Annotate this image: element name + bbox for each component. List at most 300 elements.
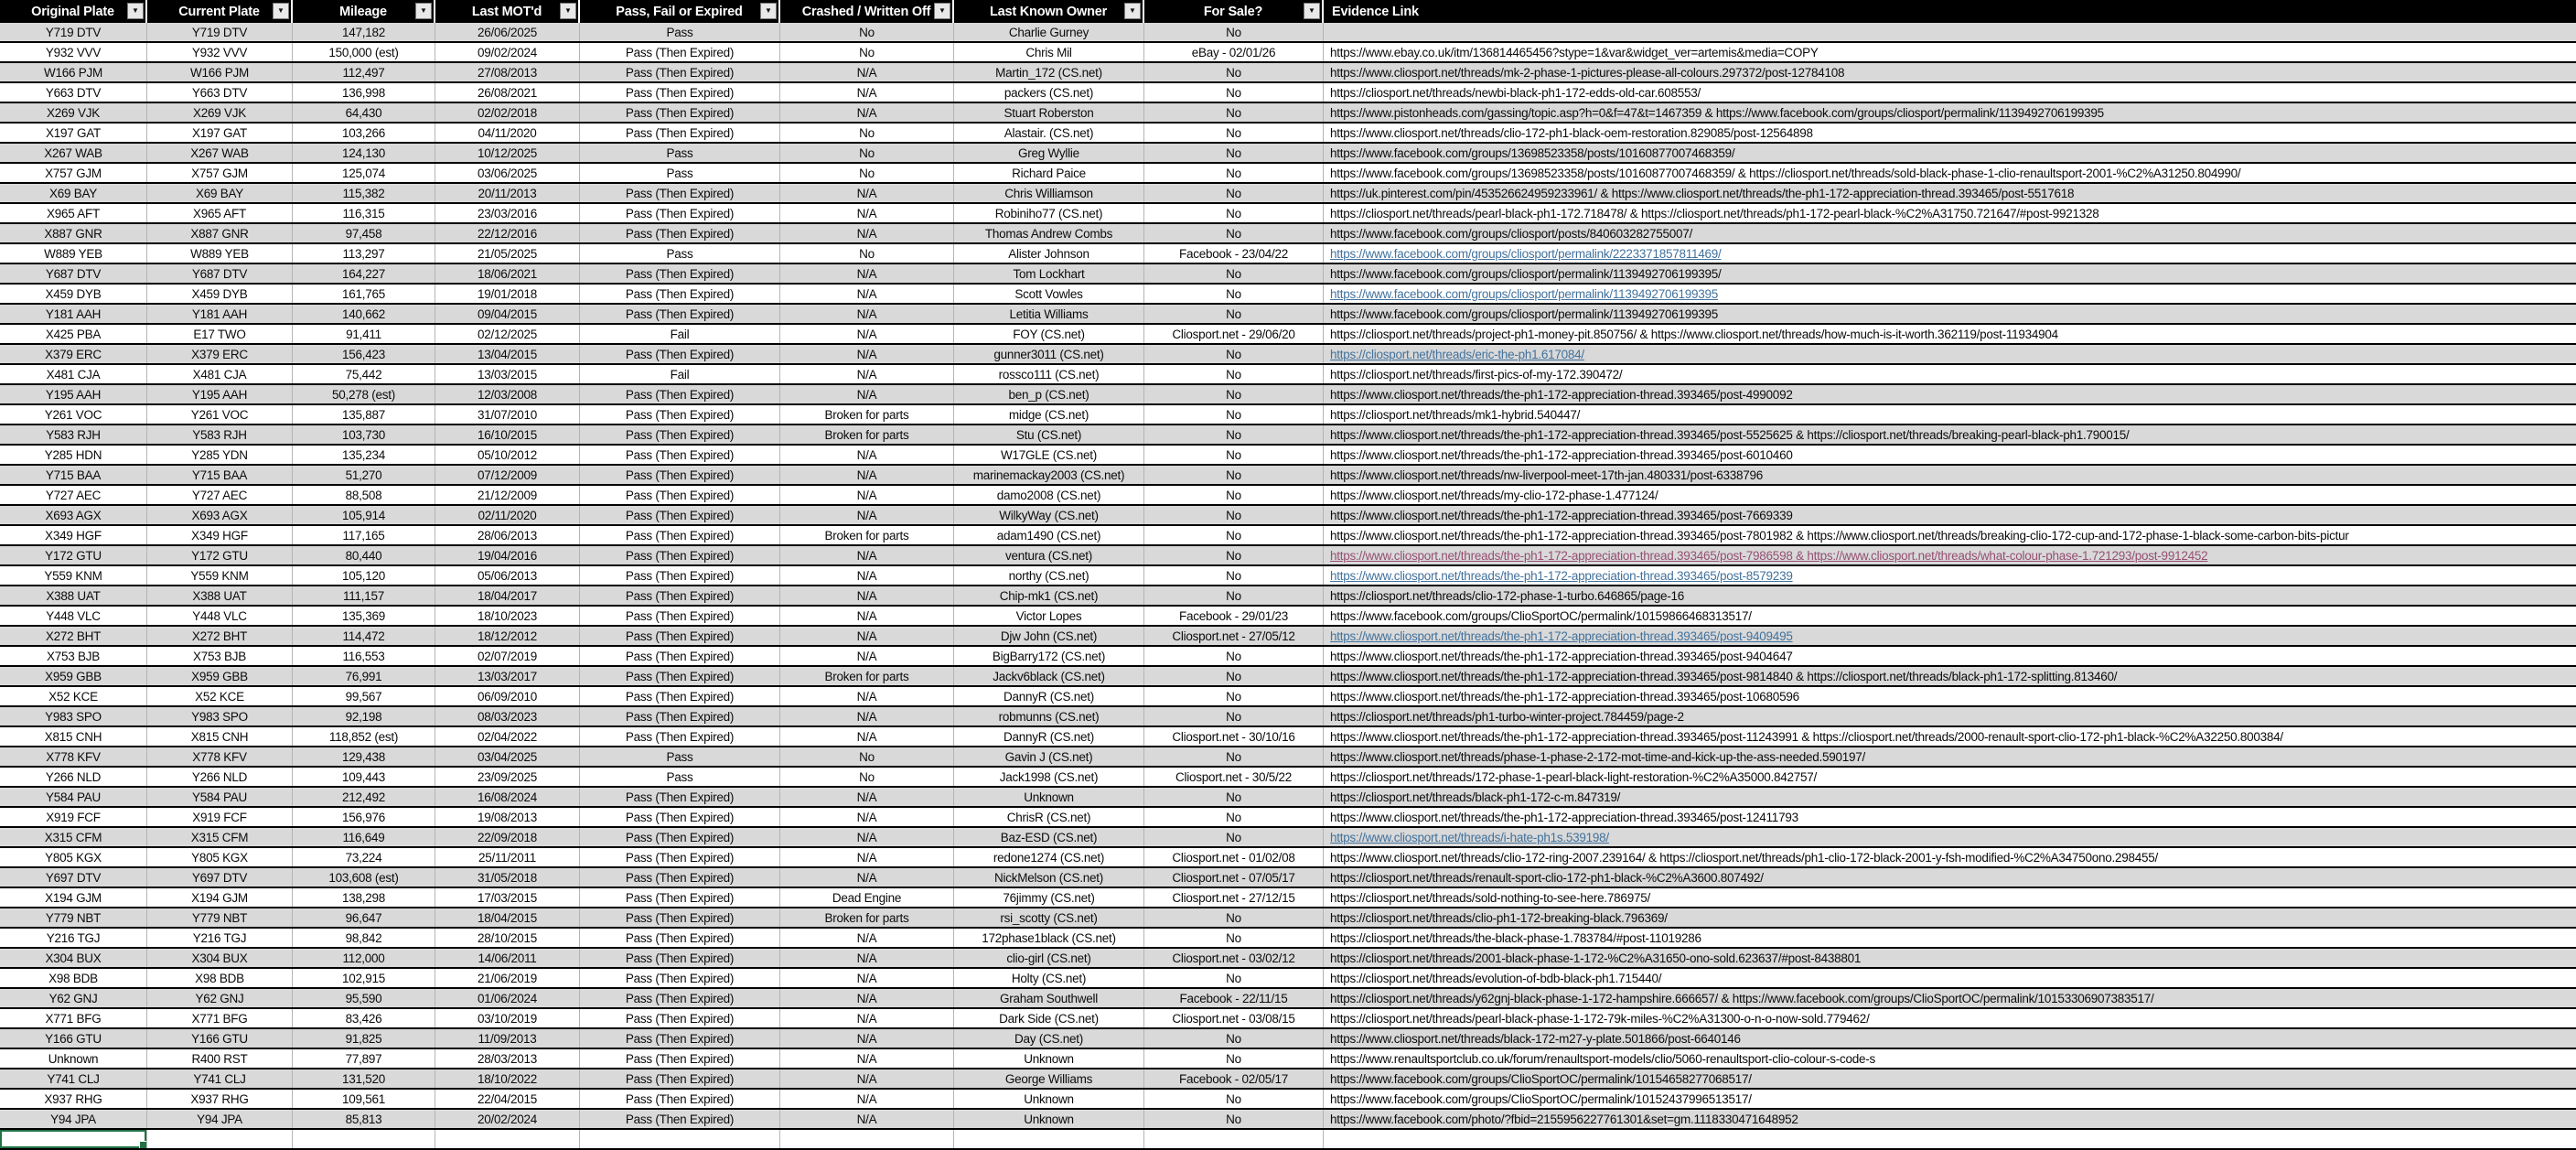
cell-current[interactable] (147, 586, 293, 605)
evidence-hyperlink[interactable]: https://www.cliosport.net/threads/the-ph1-172-appreciation-thread.393465/post-9409495 (1330, 629, 1793, 643)
cell-status[interactable] (580, 204, 780, 222)
cell-evidence[interactable] (1324, 486, 2576, 504)
cell-mileage[interactable] (293, 788, 435, 806)
cell-current[interactable] (147, 63, 293, 81)
cell-for_sale[interactable] (1144, 405, 1324, 424)
cell-mot[interactable] (435, 425, 580, 444)
cell-evidence[interactable] (1324, 1069, 2576, 1088)
cell-for_sale[interactable] (1144, 244, 1324, 263)
cell-for_sale[interactable] (1144, 365, 1324, 383)
cell-current[interactable] (147, 264, 293, 283)
cell-current[interactable] (147, 687, 293, 705)
cell-mileage[interactable] (293, 607, 435, 625)
cell-owner[interactable] (954, 627, 1144, 645)
cell-evidence[interactable] (1324, 43, 2576, 61)
cell-mot[interactable] (435, 486, 580, 504)
cell-crashed[interactable] (780, 1009, 954, 1027)
cell-original[interactable] (0, 43, 147, 61)
cell-mileage[interactable] (293, 285, 435, 303)
cell-mot[interactable] (435, 1029, 580, 1048)
cell-crashed[interactable] (780, 385, 954, 403)
cell-evidence[interactable] (1324, 1029, 2576, 1048)
cell-owner[interactable] (954, 385, 1144, 403)
cell-evidence[interactable] (1324, 727, 2576, 746)
cell-status[interactable] (580, 888, 780, 907)
cell-evidence[interactable] (1324, 365, 2576, 383)
cell-mileage[interactable] (293, 103, 435, 122)
cell-mileage[interactable] (293, 1029, 435, 1048)
cell-mot[interactable] (435, 23, 580, 41)
cell-mot[interactable] (435, 969, 580, 987)
cell-mot[interactable] (435, 808, 580, 826)
cell-crashed[interactable] (780, 405, 954, 424)
cell-current[interactable] (147, 1029, 293, 1048)
cell-mileage[interactable] (293, 405, 435, 424)
cell-crashed[interactable] (780, 345, 954, 363)
cell-owner[interactable] (954, 848, 1144, 866)
cell-original[interactable] (0, 385, 147, 403)
cell-mileage[interactable] (293, 908, 435, 927)
cell-original[interactable] (0, 566, 147, 585)
cell-status[interactable] (580, 63, 780, 81)
cell-evidence[interactable] (1324, 285, 2576, 303)
cell-original[interactable] (0, 586, 147, 605)
cell-mot[interactable] (435, 768, 580, 786)
cell-current[interactable] (147, 747, 293, 766)
cell-owner[interactable] (954, 466, 1144, 484)
cell-mileage[interactable] (293, 1009, 435, 1027)
cell-crashed[interactable] (780, 1130, 954, 1148)
cell-evidence[interactable] (1324, 768, 2576, 786)
cell-owner[interactable] (954, 808, 1144, 826)
cell-original[interactable] (0, 305, 147, 323)
cell-evidence[interactable] (1324, 566, 2576, 585)
cell-current[interactable] (147, 285, 293, 303)
cell-owner[interactable] (954, 929, 1144, 947)
cell-owner[interactable] (954, 989, 1144, 1007)
cell-current[interactable] (147, 446, 293, 464)
cell-status[interactable] (580, 325, 780, 343)
cell-crashed[interactable] (780, 566, 954, 585)
cell-status[interactable] (580, 506, 780, 524)
cell-evidence[interactable] (1324, 949, 2576, 967)
cell-status[interactable] (580, 1049, 780, 1068)
cell-owner[interactable] (954, 747, 1144, 766)
cell-status[interactable] (580, 747, 780, 766)
cell-mileage[interactable] (293, 848, 435, 866)
filter-button-crashed[interactable] (934, 3, 950, 19)
cell-current[interactable] (147, 848, 293, 866)
cell-mileage[interactable] (293, 466, 435, 484)
cell-owner[interactable] (954, 888, 1144, 907)
cell-for_sale[interactable] (1144, 707, 1324, 725)
cell-for_sale[interactable] (1144, 345, 1324, 363)
cell-mot[interactable] (435, 707, 580, 725)
cell-mot[interactable] (435, 727, 580, 746)
cell-status[interactable] (580, 1029, 780, 1048)
cell-crashed[interactable] (780, 325, 954, 343)
cell-current[interactable] (147, 667, 293, 685)
cell-status[interactable] (580, 124, 780, 142)
cell-for_sale[interactable] (1144, 868, 1324, 887)
cell-original[interactable] (0, 627, 147, 645)
cell-mot[interactable] (435, 345, 580, 363)
cell-current[interactable] (147, 808, 293, 826)
cell-original[interactable] (0, 828, 147, 846)
evidence-hyperlink[interactable]: https://cliosport.net/threads/eric-the-ph1.617084/ (1330, 347, 1584, 361)
cell-mileage[interactable] (293, 365, 435, 383)
cell-evidence[interactable] (1324, 546, 2576, 564)
cell-current[interactable] (147, 1130, 293, 1148)
cell-original[interactable] (0, 244, 147, 263)
cell-mot[interactable] (435, 325, 580, 343)
cell-current[interactable] (147, 969, 293, 987)
cell-status[interactable] (580, 929, 780, 947)
cell-current[interactable] (147, 385, 293, 403)
cell-status[interactable] (580, 405, 780, 424)
cell-crashed[interactable] (780, 144, 954, 162)
cell-evidence[interactable] (1324, 124, 2576, 142)
cell-status[interactable] (580, 727, 780, 746)
cell-for_sale[interactable] (1144, 687, 1324, 705)
cell-for_sale[interactable] (1144, 828, 1324, 846)
cell-current[interactable] (147, 1009, 293, 1027)
cell-mileage[interactable] (293, 446, 435, 464)
cell-crashed[interactable] (780, 707, 954, 725)
cell-evidence[interactable] (1324, 345, 2576, 363)
cell-mileage[interactable] (293, 949, 435, 967)
cell-current[interactable] (147, 949, 293, 967)
cell-evidence[interactable] (1324, 1130, 2576, 1148)
cell-mileage[interactable] (293, 526, 435, 544)
cell-current[interactable] (147, 526, 293, 544)
cell-for_sale[interactable] (1144, 466, 1324, 484)
cell-mot[interactable] (435, 224, 580, 242)
cell-original[interactable] (0, 808, 147, 826)
cell-owner[interactable] (954, 345, 1144, 363)
cell-mot[interactable] (435, 285, 580, 303)
cell-evidence[interactable] (1324, 989, 2576, 1007)
cell-crashed[interactable] (780, 425, 954, 444)
cell-for_sale[interactable] (1144, 607, 1324, 625)
cell-original[interactable] (0, 868, 147, 887)
cell-crashed[interactable] (780, 929, 954, 947)
cell-current[interactable] (147, 607, 293, 625)
cell-evidence[interactable] (1324, 607, 2576, 625)
cell-mot[interactable] (435, 184, 580, 202)
cell-owner[interactable] (954, 43, 1144, 61)
cell-current[interactable] (147, 989, 293, 1007)
cell-owner[interactable] (954, 1029, 1144, 1048)
cell-status[interactable] (580, 949, 780, 967)
cell-crashed[interactable] (780, 546, 954, 564)
cell-mileage[interactable] (293, 627, 435, 645)
cell-crashed[interactable] (780, 828, 954, 846)
cell-owner[interactable] (954, 83, 1144, 102)
cell-mileage[interactable] (293, 1069, 435, 1088)
cell-evidence[interactable] (1324, 446, 2576, 464)
cell-crashed[interactable] (780, 627, 954, 645)
cell-crashed[interactable] (780, 103, 954, 122)
cell-for_sale[interactable] (1144, 43, 1324, 61)
cell-evidence[interactable] (1324, 929, 2576, 947)
cell-mileage[interactable] (293, 63, 435, 81)
cell-for_sale[interactable] (1144, 264, 1324, 283)
cell-owner[interactable] (954, 1090, 1144, 1108)
cell-current[interactable] (147, 929, 293, 947)
filter-button-mot[interactable] (560, 3, 576, 19)
cell-status[interactable] (580, 244, 780, 263)
cell-mot[interactable] (435, 365, 580, 383)
cell-mot[interactable] (435, 1049, 580, 1068)
cell-for_sale[interactable] (1144, 425, 1324, 444)
cell-owner[interactable] (954, 868, 1144, 887)
cell-mileage[interactable] (293, 124, 435, 142)
cell-original[interactable] (0, 224, 147, 242)
cell-for_sale[interactable] (1144, 586, 1324, 605)
cell-status[interactable] (580, 1069, 780, 1088)
cell-original[interactable] (0, 607, 147, 625)
cell-evidence[interactable] (1324, 385, 2576, 403)
cell-mot[interactable] (435, 264, 580, 283)
cell-status[interactable] (580, 144, 780, 162)
cell-status[interactable] (580, 83, 780, 102)
cell-crashed[interactable] (780, 949, 954, 967)
cell-for_sale[interactable] (1144, 164, 1324, 182)
cell-current[interactable] (147, 727, 293, 746)
cell-crashed[interactable] (780, 969, 954, 987)
cell-status[interactable] (580, 627, 780, 645)
cell-evidence[interactable] (1324, 828, 2576, 846)
cell-for_sale[interactable] (1144, 506, 1324, 524)
cell-owner[interactable] (954, 908, 1144, 927)
cell-mot[interactable] (435, 667, 580, 685)
cell-owner[interactable] (954, 204, 1144, 222)
cell-status[interactable] (580, 103, 780, 122)
cell-owner[interactable] (954, 546, 1144, 564)
cell-owner[interactable] (954, 184, 1144, 202)
cell-evidence[interactable] (1324, 184, 2576, 202)
cell-crashed[interactable] (780, 989, 954, 1007)
cell-original[interactable] (0, 184, 147, 202)
cell-evidence[interactable] (1324, 526, 2576, 544)
cell-mileage[interactable] (293, 727, 435, 746)
cell-for_sale[interactable] (1144, 546, 1324, 564)
cell-mot[interactable] (435, 888, 580, 907)
cell-mot[interactable] (435, 949, 580, 967)
cell-original[interactable] (0, 144, 147, 162)
cell-crashed[interactable] (780, 868, 954, 887)
cell-original[interactable] (0, 929, 147, 947)
cell-owner[interactable] (954, 506, 1144, 524)
cell-owner[interactable] (954, 244, 1144, 263)
cell-original[interactable] (0, 285, 147, 303)
cell-mot[interactable] (435, 83, 580, 102)
cell-mileage[interactable] (293, 1130, 435, 1148)
cell-mot[interactable] (435, 1009, 580, 1027)
cell-crashed[interactable] (780, 687, 954, 705)
cell-mileage[interactable] (293, 164, 435, 182)
cell-status[interactable] (580, 446, 780, 464)
cell-current[interactable] (147, 43, 293, 61)
cell-current[interactable] (147, 224, 293, 242)
cell-status[interactable] (580, 224, 780, 242)
cell-original[interactable] (0, 486, 147, 504)
filter-button-mileage[interactable] (415, 3, 432, 19)
cell-owner[interactable] (954, 526, 1144, 544)
cell-owner[interactable] (954, 224, 1144, 242)
cell-owner[interactable] (954, 667, 1144, 685)
cell-mileage[interactable] (293, 224, 435, 242)
cell-for_sale[interactable] (1144, 667, 1324, 685)
cell-original[interactable] (0, 506, 147, 524)
cell-current[interactable] (147, 627, 293, 645)
cell-mileage[interactable] (293, 43, 435, 61)
cell-mot[interactable] (435, 385, 580, 403)
cell-current[interactable] (147, 405, 293, 424)
cell-for_sale[interactable] (1144, 103, 1324, 122)
cell-current[interactable] (147, 506, 293, 524)
cell-current[interactable] (147, 345, 293, 363)
cell-mileage[interactable] (293, 546, 435, 564)
cell-mot[interactable] (435, 466, 580, 484)
cell-mot[interactable] (435, 828, 580, 846)
cell-crashed[interactable] (780, 1029, 954, 1048)
cell-mileage[interactable] (293, 486, 435, 504)
cell-for_sale[interactable] (1144, 184, 1324, 202)
evidence-hyperlink[interactable]: https://www.cliosport.net/threads/i-hate-ph1s.539198/ (1330, 830, 1609, 844)
cell-evidence[interactable] (1324, 969, 2576, 987)
cell-mileage[interactable] (293, 586, 435, 605)
cell-mileage[interactable] (293, 1110, 435, 1128)
cell-mot[interactable] (435, 848, 580, 866)
cell-crashed[interactable] (780, 1049, 954, 1068)
cell-original[interactable] (0, 687, 147, 705)
cell-evidence[interactable] (1324, 264, 2576, 283)
cell-mot[interactable] (435, 1090, 580, 1108)
cell-evidence[interactable] (1324, 103, 2576, 122)
cell-crashed[interactable] (780, 586, 954, 605)
cell-for_sale[interactable] (1144, 23, 1324, 41)
cell-mot[interactable] (435, 788, 580, 806)
cell-evidence[interactable] (1324, 425, 2576, 444)
cell-crashed[interactable] (780, 305, 954, 323)
cell-mot[interactable] (435, 566, 580, 585)
cell-mileage[interactable] (293, 667, 435, 685)
cell-crashed[interactable] (780, 908, 954, 927)
cell-owner[interactable] (954, 687, 1144, 705)
cell-original[interactable] (0, 1009, 147, 1027)
cell-crashed[interactable] (780, 607, 954, 625)
cell-crashed[interactable] (780, 204, 954, 222)
cell-mileage[interactable] (293, 184, 435, 202)
cell-mileage[interactable] (293, 244, 435, 263)
cell-original[interactable] (0, 325, 147, 343)
cell-mileage[interactable] (293, 969, 435, 987)
cell-status[interactable] (580, 264, 780, 283)
cell-crashed[interactable] (780, 506, 954, 524)
cell-current[interactable] (147, 1110, 293, 1128)
cell-evidence[interactable] (1324, 788, 2576, 806)
cell-owner[interactable] (954, 727, 1144, 746)
cell-current[interactable] (147, 707, 293, 725)
cell-evidence[interactable] (1324, 1009, 2576, 1027)
cell-owner[interactable] (954, 607, 1144, 625)
cell-mot[interactable] (435, 526, 580, 544)
cell-current[interactable] (147, 244, 293, 263)
cell-crashed[interactable] (780, 808, 954, 826)
cell-owner[interactable] (954, 768, 1144, 786)
cell-current[interactable] (147, 1090, 293, 1108)
cell-for_sale[interactable] (1144, 1110, 1324, 1128)
cell-original[interactable] (0, 365, 147, 383)
cell-original[interactable] (0, 647, 147, 665)
cell-original[interactable] (0, 164, 147, 182)
cell-mot[interactable] (435, 1069, 580, 1088)
cell-owner[interactable] (954, 285, 1144, 303)
cell-current[interactable] (147, 144, 293, 162)
cell-status[interactable] (580, 486, 780, 504)
cell-for_sale[interactable] (1144, 63, 1324, 81)
cell-mileage[interactable] (293, 204, 435, 222)
cell-status[interactable] (580, 808, 780, 826)
cell-owner[interactable] (954, 969, 1144, 987)
cell-current[interactable] (147, 868, 293, 887)
cell-current[interactable] (147, 325, 293, 343)
cell-crashed[interactable] (780, 23, 954, 41)
cell-crashed[interactable] (780, 526, 954, 544)
cell-evidence[interactable] (1324, 204, 2576, 222)
cell-status[interactable] (580, 365, 780, 383)
cell-mot[interactable] (435, 647, 580, 665)
cell-current[interactable] (147, 908, 293, 927)
cell-owner[interactable] (954, 566, 1144, 585)
cell-mileage[interactable] (293, 808, 435, 826)
filter-button-owner[interactable] (1124, 3, 1141, 19)
cell-status[interactable] (580, 607, 780, 625)
cell-status[interactable] (580, 768, 780, 786)
cell-evidence[interactable] (1324, 144, 2576, 162)
cell-mot[interactable] (435, 868, 580, 887)
cell-original[interactable] (0, 425, 147, 444)
selected-cell[interactable] (0, 1130, 147, 1148)
cell-mot[interactable] (435, 546, 580, 564)
cell-owner[interactable] (954, 486, 1144, 504)
cell-owner[interactable] (954, 1009, 1144, 1027)
cell-owner[interactable] (954, 305, 1144, 323)
cell-crashed[interactable] (780, 365, 954, 383)
cell-original[interactable] (0, 888, 147, 907)
cell-mileage[interactable] (293, 23, 435, 41)
cell-original[interactable] (0, 466, 147, 484)
cell-status[interactable] (580, 184, 780, 202)
cell-for_sale[interactable] (1144, 446, 1324, 464)
cell-evidence[interactable] (1324, 325, 2576, 343)
cell-current[interactable] (147, 466, 293, 484)
cell-evidence[interactable] (1324, 667, 2576, 685)
cell-evidence[interactable] (1324, 586, 2576, 605)
cell-owner[interactable] (954, 586, 1144, 605)
cell-for_sale[interactable] (1144, 747, 1324, 766)
cell-evidence[interactable] (1324, 647, 2576, 665)
cell-mileage[interactable] (293, 425, 435, 444)
cell-mileage[interactable] (293, 707, 435, 725)
cell-mileage[interactable] (293, 345, 435, 363)
cell-crashed[interactable] (780, 888, 954, 907)
cell-current[interactable] (147, 828, 293, 846)
cell-original[interactable] (0, 1049, 147, 1068)
cell-for_sale[interactable] (1144, 908, 1324, 927)
